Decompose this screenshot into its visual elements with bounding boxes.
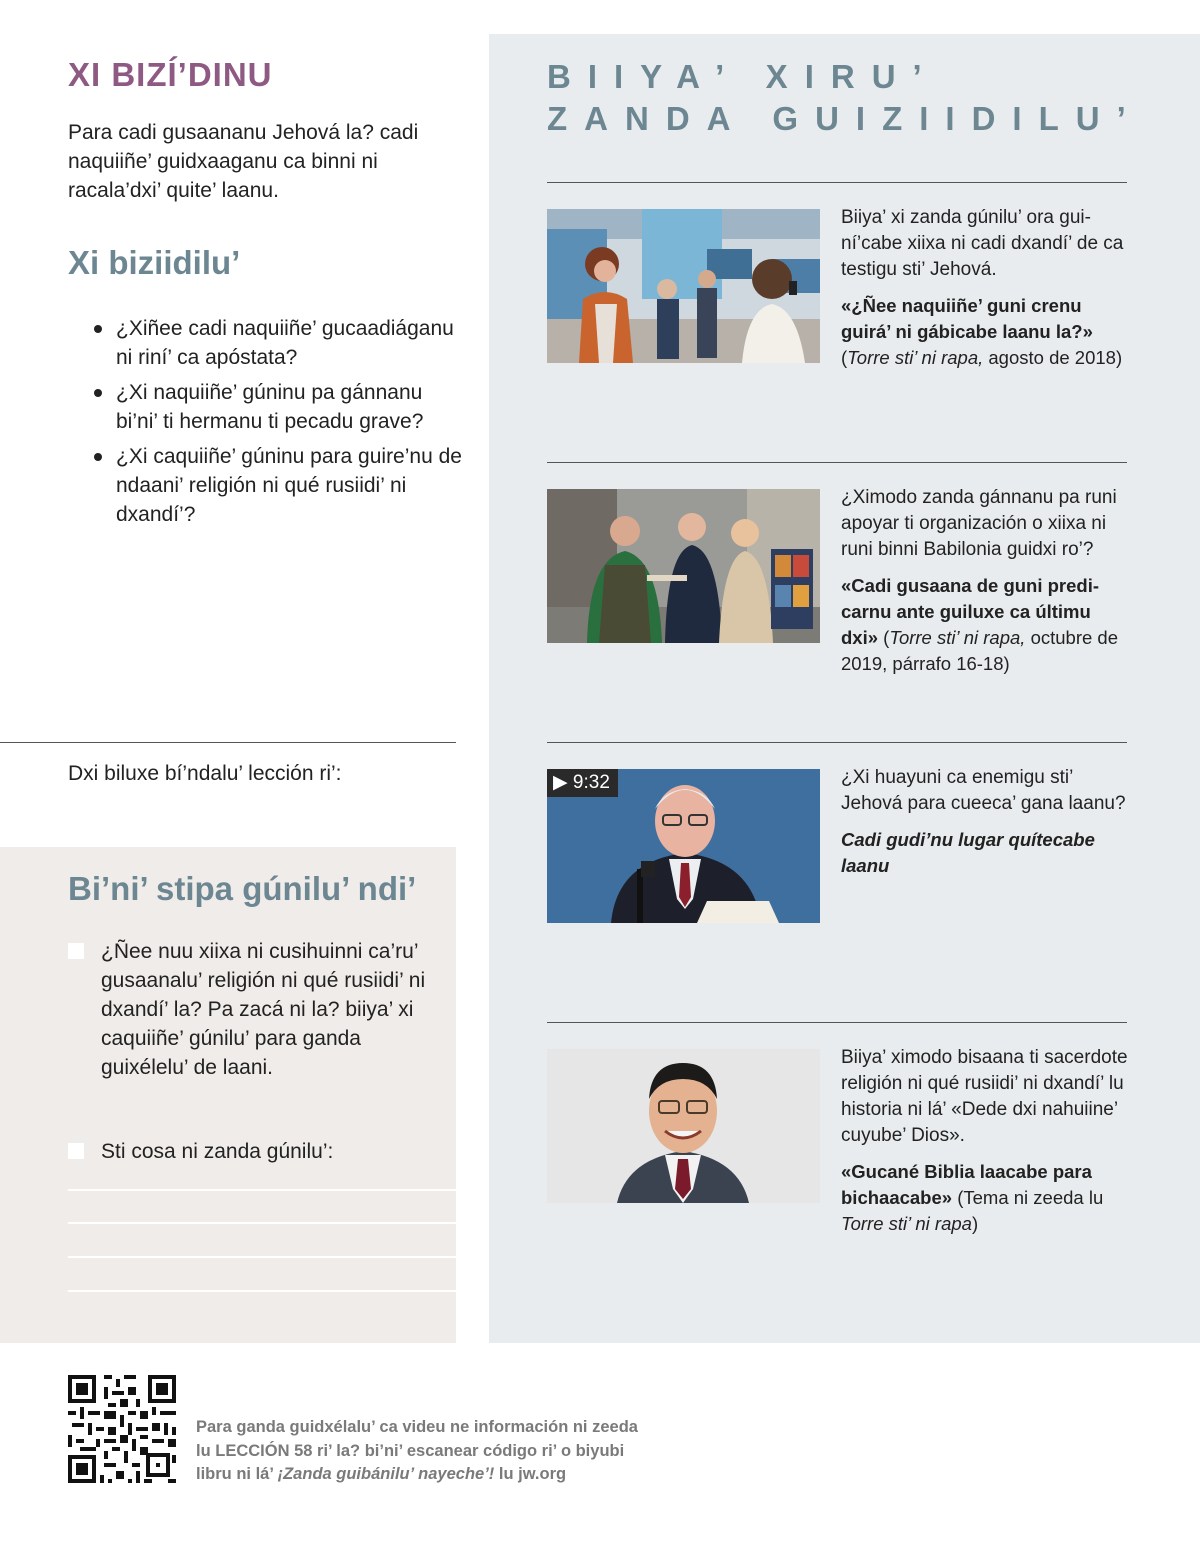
resource-2 — [841, 485, 1131, 677]
publication-name: Torre sti’ ni rapa, — [889, 627, 1026, 648]
review-question: ¿Xi naquiiñe’ gúninu pa gánnanu bi’ni’ ti hermanu ti pecadu grave? — [92, 378, 464, 436]
try-item-text: Sti cosa ni zanda gúnilu’: — [101, 1140, 334, 1163]
publication-detail: octubre de 2019, párrafo 16-18) — [841, 627, 1118, 674]
footer-line: lu jw.org — [498, 1465, 567, 1483]
video-duration: 9:32 — [572, 772, 610, 793]
divider — [547, 462, 1127, 463]
play-icon: ▶ — [553, 772, 568, 793]
try-item-text: ¿Ñee nuu xiixa ni cusihuinni ca’ru’ gusaanalu’ religión ni qué rusiidi’ ni dxandí’ la? Pa zacá ni la? biiya’ xi caquiiñe’ gúnilu’ para ganda guixélelu’ de laani. — [101, 940, 426, 1079]
resource-image-portrait[interactable] — [547, 1049, 820, 1203]
publication-name: Torre sti’ ni rapa — [841, 1213, 972, 1234]
video-duration-badge — [547, 769, 618, 797]
resource-reference[interactable]: «¿Ñee naquiiñe’ guni crenu guirá’ ni gábicabe laanu la?» (Torre sti’ ni rapa, agosto de 2018) — [841, 295, 1123, 368]
try-item[interactable] — [68, 1137, 440, 1166]
summary-title: XI BIZÍ’DINU — [68, 56, 273, 93]
checkbox[interactable] — [68, 1143, 84, 1159]
publication-detail: agosto de 2018) — [988, 347, 1123, 368]
footer-line: Para ganda guidxélalu’ ca videu ne información ni zeeda — [196, 1418, 638, 1436]
resource-image-fake-news[interactable] — [547, 209, 820, 363]
resource-question: ¿Xi huayuni ca enemigu sti’ Jehová para cueeca’ gana laanu? — [841, 767, 1126, 814]
writing-line[interactable] — [68, 1290, 456, 1292]
explore-title: BIIYA’ XIRU’ ZANDA GUIZIIDILU’ — [547, 58, 1143, 137]
resource-reference[interactable] — [841, 827, 1131, 879]
resource-video-thumbnail[interactable] — [547, 769, 820, 923]
try-item[interactable] — [68, 937, 440, 1082]
writing-line[interactable] — [68, 1189, 456, 1191]
resource-reference[interactable]: «Cadi gusaana de guni predicarnu ante guiluxe ca últimu dxi» (Torre sti’ ni rapa, octubre de 2019, párrafo 16-18) — [841, 575, 1118, 674]
resource-3 — [841, 765, 1131, 879]
book-title-link[interactable]: ¡Zanda guibánilu’ nayeche’! — [277, 1465, 495, 1483]
resource-image-street-witnessing[interactable] — [547, 489, 820, 643]
video-title[interactable]: Cadi gudi’nu lugar quítecabe laanu — [841, 829, 1095, 876]
resource-title[interactable]: «Gucané Biblia laacabe para bichaacabe» — [841, 1161, 1092, 1208]
review-questions — [92, 314, 464, 535]
qr-code[interactable] — [68, 1375, 176, 1483]
publication-detail: (Tema ni zeeda lu — [957, 1187, 1104, 1208]
divider — [547, 182, 1127, 183]
review-title: Xi biziidilu’ — [68, 244, 241, 281]
resource-question: ¿Ximodo zanda gánnanu pa runi apoyar ti organización o xiixa ni runi binni Babilonia guidxi ro’? — [841, 487, 1117, 560]
divider — [0, 742, 456, 743]
publication-name: Torre sti’ ni rapa, — [847, 347, 984, 368]
divider — [547, 1022, 1127, 1023]
divider — [547, 742, 1127, 743]
writing-line[interactable] — [68, 1256, 456, 1258]
footer-text — [196, 1416, 716, 1487]
review-question: ¿Xi caquiiñe’ gúninu para guire’nu de ndaani’ religión ni qué rusiidi’ ni dxandí’? — [92, 442, 464, 529]
resource-reference[interactable]: «Gucané Biblia laacabe para bichaacabe» (Tema ni zeeda lu Torre sti’ ni rapa) — [841, 1161, 1104, 1234]
review-question: ¿Xiñee cadi naquiiñe’ gucaadiáganu ni riní’ ca apóstata? — [92, 314, 464, 372]
resource-title[interactable]: «¿Ñee naquiiñe’ guni crenu guirá’ ni gábicabe laanu la?» — [841, 295, 1093, 342]
try-this-box — [0, 847, 456, 1343]
footer-line: libru ni lá’ — [196, 1465, 274, 1483]
resource-question: Biiya’ xi zanda gúnilu’ ora guiní’cabe xiixa ni cadi dxandí’ de ca testigu sti’ Jehová. — [841, 207, 1124, 280]
resource-question: Biiya’ ximodo bisaana ti sacerdote religión ni qué rusiidi’ ni dxandí’ lu historia ni lá’ «Dede dxi nahuiine’ cuyube’ Dios». — [841, 1047, 1128, 1146]
resource-title[interactable]: «Cadi gusaana de guni predicarnu ante guiluxe ca últimu dxi» — [841, 575, 1100, 648]
summary-text: Para cadi gusaananu Jehová la? cadi naquiiñe’ guidxaaganu ca binni ni racala’dxi’ quite’ laanu. — [68, 121, 419, 202]
resource-1 — [841, 205, 1131, 371]
try-this-title: Bi’ni’ stipa gúnilu’ ndi’ — [68, 870, 417, 907]
writing-line[interactable] — [68, 1222, 456, 1224]
checkbox[interactable] — [68, 943, 84, 959]
resource-4 — [841, 1045, 1131, 1237]
footer-line: lu LECCIÓN 58 ri’ la? bi’ni’ escanear código ri’ o biyubi — [196, 1441, 625, 1460]
completion-date-label: Dxi biluxe bí’ndalu’ lección ri’: — [68, 762, 342, 785]
